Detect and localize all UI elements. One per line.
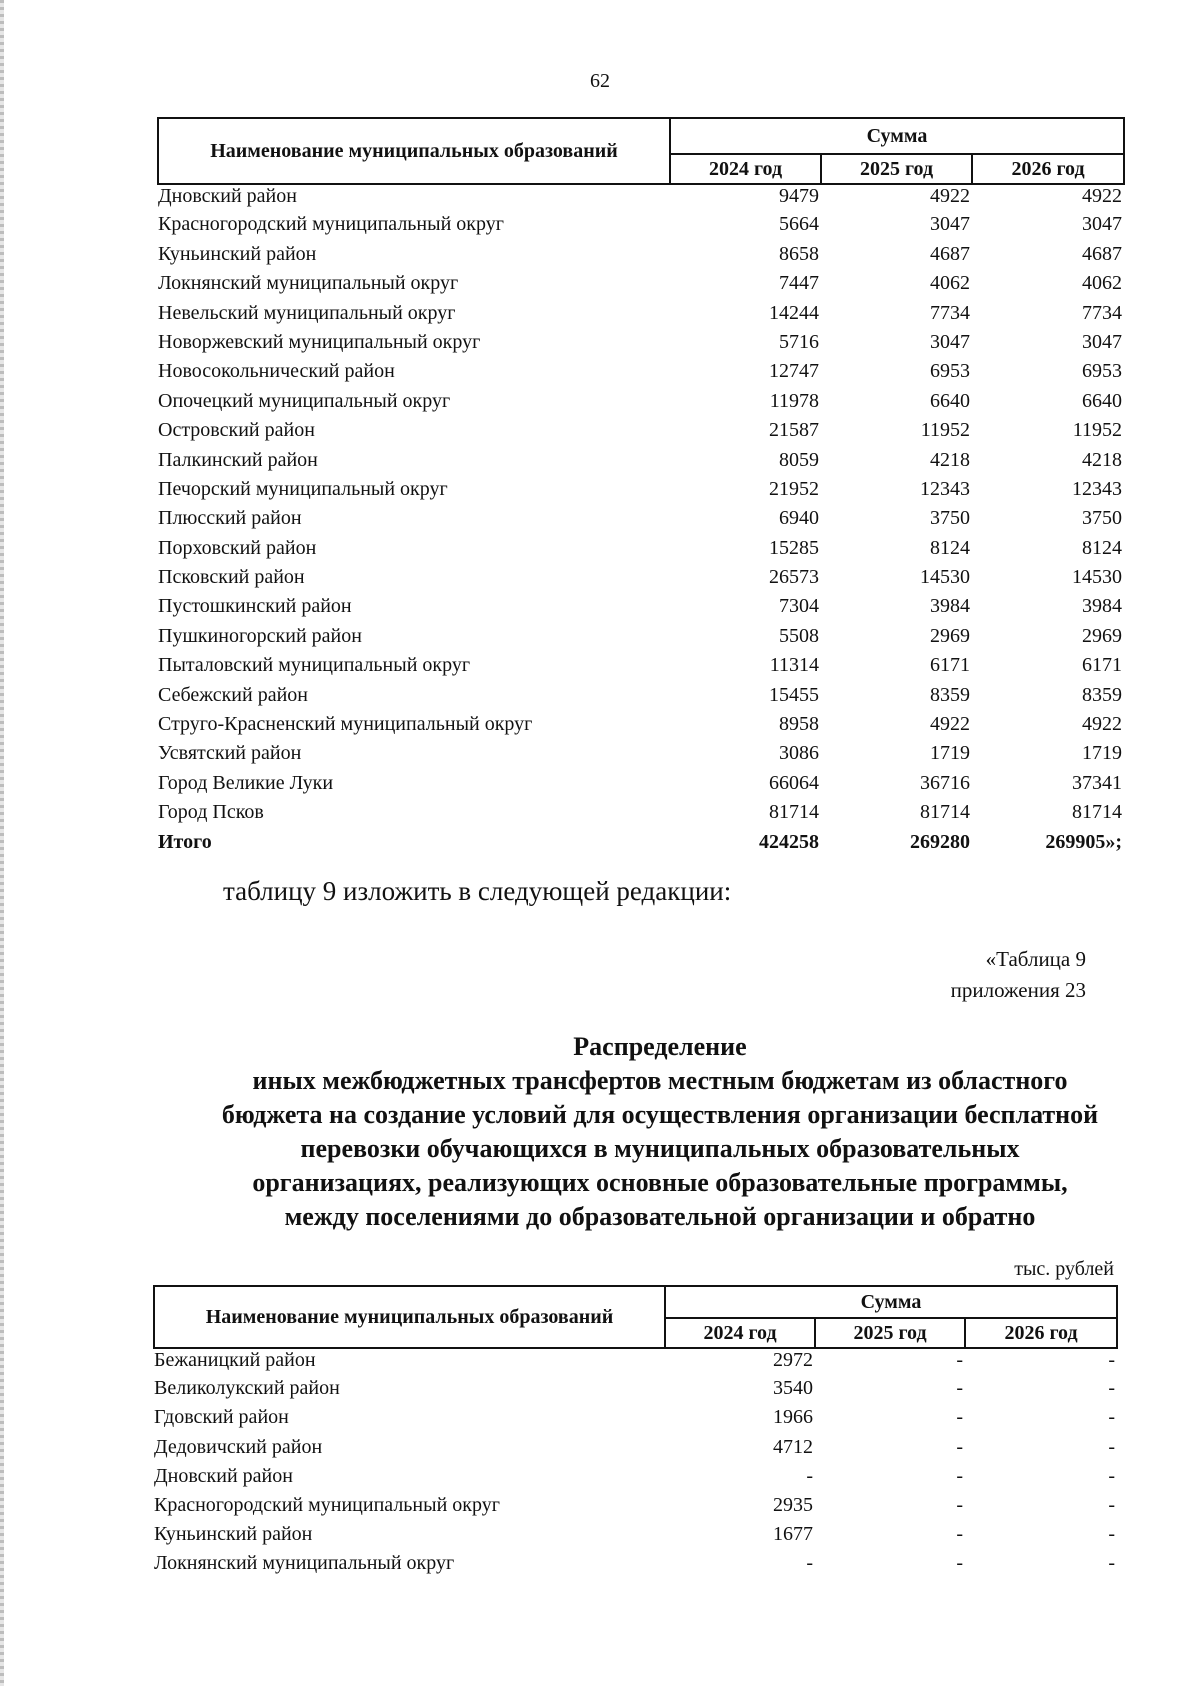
value-2024: 5664: [779, 213, 819, 236]
table-reference-line: приложения 23: [950, 978, 1086, 1002]
value-2024: -: [806, 1552, 813, 1575]
value-2024: 26573: [769, 566, 819, 589]
municipality-name: Новоржевский муниципальный округ: [158, 330, 481, 353]
municipality-name: Красногородский муниципальный округ: [158, 213, 504, 236]
table-reference: [951, 944, 1086, 1006]
table-row: [154, 1552, 1117, 1581]
allocation-table-8: [157, 117, 1125, 860]
header-year-2024: 2024 год: [665, 1318, 815, 1348]
value-2024: 66064: [769, 771, 819, 794]
heading-line: иных межбюджетных трансфертов местным бюджетам из областного: [252, 1066, 1068, 1095]
heading-line: организациях, реализующих основные образовательные программы,: [252, 1168, 1068, 1197]
value-2025: 8359: [930, 683, 970, 706]
section-heading: [60, 1030, 1200, 1234]
table-reference-line: «Таблица 9: [985, 947, 1086, 971]
table-row: [158, 625, 1124, 654]
table-row: [158, 684, 1124, 713]
value-2024: 81714: [769, 801, 819, 824]
value-2026: -: [1108, 1493, 1116, 1516]
value-2024: 14244: [769, 301, 819, 324]
value-2025: 6640: [930, 389, 970, 412]
value-2026: 6171: [1082, 654, 1123, 677]
value-2024: 8958: [779, 713, 819, 736]
value-2025: -: [956, 1406, 963, 1429]
value-2026: 4922: [1082, 713, 1123, 736]
value-2024: 1966: [773, 1406, 813, 1429]
table-row: [158, 595, 1124, 624]
value-2025: -: [956, 1493, 963, 1516]
value-2026: -: [1108, 1435, 1116, 1458]
value-2026: -: [1108, 1552, 1116, 1575]
table-row: [154, 1465, 1117, 1494]
municipality-name: Дновский район: [154, 1464, 293, 1487]
value-2024: 5716: [779, 330, 819, 353]
table-row: [158, 243, 1124, 272]
municipality-name: Дедовичский район: [154, 1435, 323, 1458]
value-2024: 4712: [773, 1435, 813, 1458]
table-row: [154, 1348, 1117, 1377]
table-row: [158, 360, 1124, 389]
value-2025: -: [956, 1435, 963, 1458]
municipality-name: Красногородский муниципальный округ: [154, 1493, 500, 1516]
municipality-name: Опочецкий муниципальный округ: [158, 389, 451, 412]
value-2026: 2969: [1082, 624, 1123, 647]
value-2026: 81714: [1072, 801, 1123, 824]
value-2026: -: [1108, 1464, 1116, 1487]
table-row: [158, 302, 1124, 331]
value-2026: 14530: [1072, 566, 1123, 589]
value-2024: 3086: [779, 742, 819, 765]
heading-line: между поселениями до образовательной организации и обратно: [284, 1202, 1036, 1231]
value-2025: 4218: [930, 448, 970, 471]
value-2024: 21952: [769, 477, 819, 500]
value-2026: 8124: [1082, 536, 1123, 559]
value-2026: 11952: [1072, 419, 1123, 442]
value-2026: 7734: [1082, 301, 1123, 324]
value-2026: -: [1108, 1349, 1116, 1371]
municipality-name: Островский район: [158, 419, 315, 442]
value-2026: 3984: [1082, 595, 1123, 618]
table-row: [154, 1523, 1117, 1552]
municipality-name: Город Псков: [158, 801, 264, 824]
municipality-name: Невельский муниципальный округ: [158, 301, 456, 324]
value-2024: 9479: [779, 185, 819, 207]
heading-line: бюджета на создание условий для осуществления организации бесплатной: [221, 1100, 1099, 1129]
value-2025: 14530: [920, 566, 970, 589]
table-row: [158, 419, 1124, 448]
table-row: [158, 654, 1124, 683]
value-2025: 36716: [920, 771, 970, 794]
municipality-name: Порховский район: [158, 536, 317, 559]
value-2025: 2969: [930, 624, 970, 647]
value-2024: 5508: [779, 624, 819, 647]
page-number: 62: [590, 70, 610, 92]
value-2026: -: [1108, 1406, 1116, 1429]
value-2025: 3750: [930, 507, 970, 530]
value-2024: 1677: [773, 1523, 813, 1546]
municipality-name: Пушкиногорский район: [158, 624, 362, 647]
header-sum: Сумма: [665, 1286, 1117, 1318]
header-name-column: Наименование муниципальных образований: [154, 1286, 665, 1348]
value-2024: 8059: [779, 448, 819, 471]
value-2025: 1719: [930, 742, 970, 765]
units-label: тыс. рублей: [1014, 1258, 1114, 1280]
value-2026: 6640: [1082, 389, 1123, 412]
table-row: [154, 1406, 1117, 1435]
value-2025: 7734: [930, 301, 970, 324]
table-row: [158, 742, 1124, 771]
value-2025: 4922: [930, 713, 970, 736]
table-row: [158, 801, 1124, 830]
table-row: [158, 449, 1124, 478]
table-row: [158, 566, 1124, 595]
municipality-name: Локнянский муниципальный округ: [154, 1552, 455, 1575]
municipality-name: Пустошкинский район: [158, 595, 352, 618]
value-2026: 37341: [1072, 771, 1123, 794]
value-2024: 3540: [773, 1377, 813, 1400]
value-2026: 3750: [1082, 507, 1123, 530]
municipality-name: Великолукский район: [154, 1377, 340, 1400]
municipality-name: Новосокольнический район: [158, 360, 395, 383]
allocation-table-9: [153, 1285, 1118, 1582]
value-2026: 3047: [1082, 213, 1123, 236]
value-2026: 4218: [1082, 448, 1123, 471]
value-2025: 4062: [930, 272, 970, 295]
value-2024: -: [806, 1464, 813, 1487]
total-2026: 269905»;: [1045, 830, 1123, 853]
value-2025: 12343: [920, 477, 970, 500]
heading-line: Распределение: [573, 1032, 747, 1061]
municipality-name: Дновский район: [158, 185, 297, 207]
value-2025: 11952: [920, 419, 970, 442]
municipality-name: Куньинский район: [158, 242, 317, 265]
municipality-name: Усвятский район: [158, 742, 302, 765]
table-row: [158, 537, 1124, 566]
value-2025: -: [956, 1464, 963, 1487]
value-2025: -: [956, 1349, 963, 1371]
value-2024: 7304: [779, 595, 819, 618]
value-2026: 1719: [1082, 742, 1123, 765]
header-year-2026: 2026 год: [972, 154, 1124, 184]
municipality-name: Пыталовский муниципальный округ: [158, 654, 471, 677]
header-year-2025: 2025 год: [815, 1318, 965, 1348]
total-row: [158, 831, 1124, 860]
table-row: [158, 272, 1124, 301]
value-2024: 11314: [769, 654, 819, 677]
value-2024: 8658: [779, 242, 819, 265]
table-row: [158, 331, 1124, 360]
table-row: [154, 1377, 1117, 1406]
value-2026: 4687: [1082, 242, 1123, 265]
table-row: [158, 772, 1124, 801]
value-2026: 8359: [1082, 683, 1123, 706]
value-2025: 6953: [930, 360, 970, 383]
value-2026: -: [1108, 1523, 1116, 1546]
value-2024: 6940: [779, 507, 819, 530]
municipality-name: Струго-Красненский муниципальный округ: [158, 713, 533, 736]
value-2024: 12747: [769, 360, 819, 383]
table-row: [158, 184, 1124, 213]
value-2024: 11978: [769, 389, 819, 412]
table-row: [158, 478, 1124, 507]
municipality-name: Бежаницкий район: [154, 1349, 316, 1371]
table-row: [154, 1494, 1117, 1523]
header-year-2026: 2026 год: [965, 1318, 1117, 1348]
value-2025: 6171: [930, 654, 970, 677]
scan-edge: [0, 0, 4, 1686]
municipality-name: Печорский муниципальный округ: [158, 477, 448, 500]
municipality-name: Палкинский район: [158, 448, 318, 471]
table-row: [158, 390, 1124, 419]
municipality-name: Плюсский район: [158, 507, 302, 530]
value-2024: 2935: [773, 1493, 813, 1516]
municipality-name: Город Великие Луки: [158, 771, 334, 794]
value-2024: 15455: [769, 683, 819, 706]
value-2026: 6953: [1082, 360, 1123, 383]
header-name-column: Наименование муниципальных образований: [158, 118, 670, 184]
value-2025: 81714: [920, 801, 970, 824]
value-2024: 15285: [769, 536, 819, 559]
value-2025: 3047: [930, 213, 970, 236]
value-2025: 3984: [930, 595, 970, 618]
value-2024: 2972: [773, 1349, 813, 1371]
municipality-name: Псковский район: [158, 566, 305, 589]
value-2025: 8124: [930, 536, 970, 559]
value-2026: 3047: [1082, 330, 1123, 353]
municipality-name: Себежский район: [158, 683, 308, 706]
value-2024: 7447: [779, 272, 819, 295]
table-row: [158, 507, 1124, 536]
value-2025: -: [956, 1552, 963, 1575]
table-row: [158, 213, 1124, 242]
value-2026: -: [1108, 1377, 1116, 1400]
total-label: Итого: [158, 830, 212, 853]
municipality-name: Гдовский район: [154, 1406, 289, 1429]
table-row: [154, 1436, 1117, 1465]
value-2025: 4687: [930, 242, 970, 265]
value-2026: 12343: [1072, 477, 1123, 500]
value-2025: -: [956, 1377, 963, 1400]
municipality-name: Локнянский муниципальный округ: [158, 272, 459, 295]
total-2025: 269280: [910, 830, 970, 853]
value-2024: 21587: [769, 419, 819, 442]
municipality-name: Куньинский район: [154, 1523, 313, 1546]
total-2024: 424258: [759, 830, 819, 853]
value-2025: 4922: [930, 185, 970, 207]
header-sum: Сумма: [670, 118, 1124, 154]
header-year-2025: 2025 год: [821, 154, 972, 184]
header-year-2024: 2024 год: [670, 154, 821, 184]
value-2026: 4922: [1082, 185, 1123, 207]
heading-line: перевозки обучающихся в муниципальных образовательных: [300, 1134, 1020, 1163]
value-2025: 3047: [930, 330, 970, 353]
table-row: [158, 713, 1124, 742]
amendment-instruction: таблицу 9 изложить в следующей редакции:: [223, 876, 732, 906]
value-2026: 4062: [1082, 272, 1123, 295]
value-2025: -: [956, 1523, 963, 1546]
